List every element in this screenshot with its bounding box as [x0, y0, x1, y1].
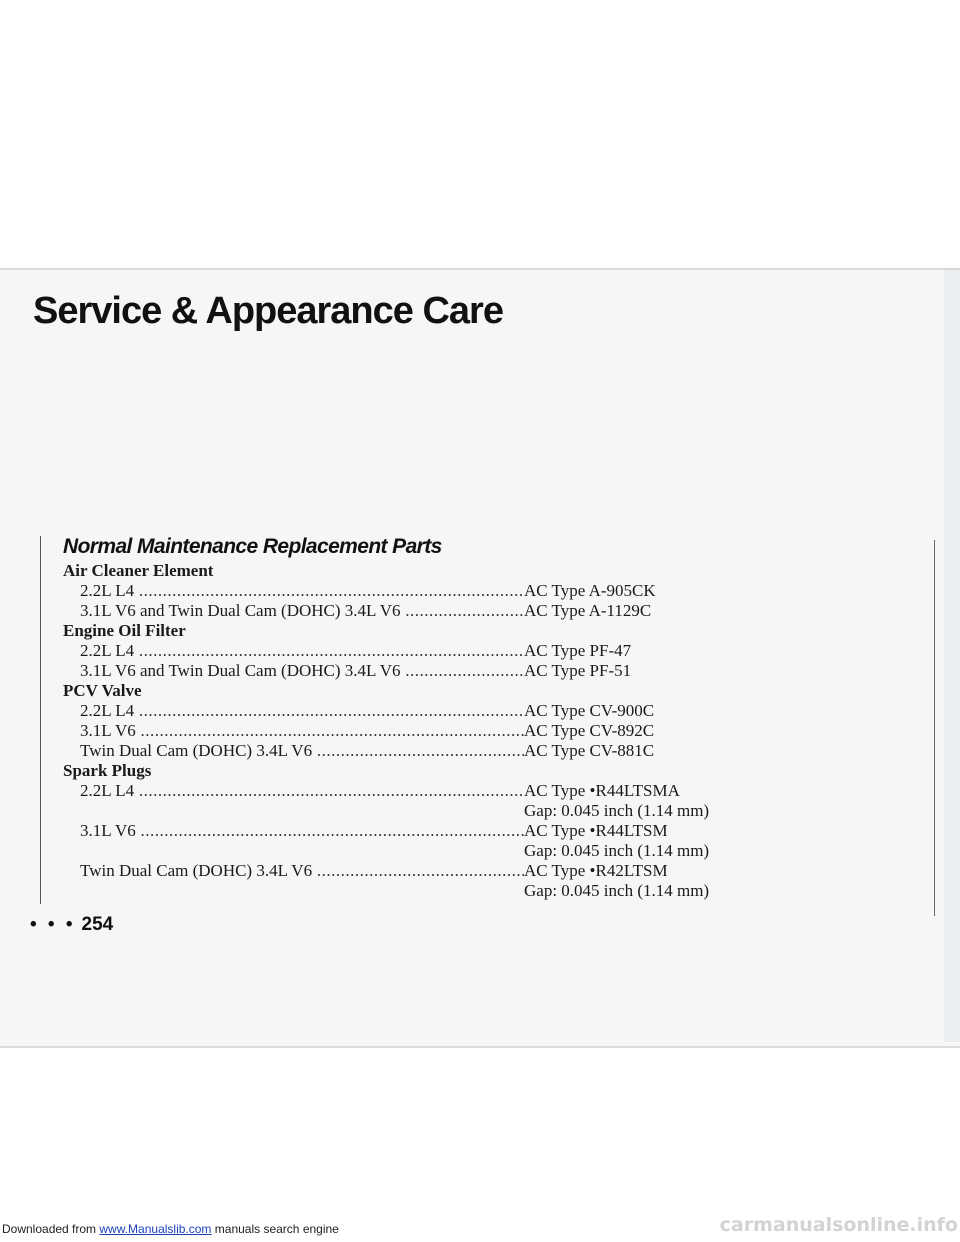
spark-gap: Gap: 0.045 inch (1.14 mm) [524, 801, 710, 820]
site-watermark: carmanualsonline.info [719, 1214, 958, 1236]
part-number: AC Type •R44LTSM [524, 821, 668, 840]
part-row [63, 661, 863, 681]
part-number: AC Type PF-47 [524, 641, 632, 660]
manualslib-link[interactable]: www.Manualslib.com [99, 1222, 212, 1236]
engine-label: 2.2L L4 ..... [63, 781, 524, 801]
part-row [63, 641, 863, 661]
page-number-value: 254 [81, 914, 114, 935]
parts-group-oil-filter [63, 621, 863, 681]
page-edge-strip [944, 270, 960, 1042]
part-number: AC Type CV-900C [524, 701, 655, 720]
part-row [63, 781, 863, 801]
left-margin-rule [40, 536, 41, 904]
engine-label: 2.2L L4 ..... [63, 701, 524, 721]
section-title: Service & Appearance Care [33, 290, 503, 332]
part-number: AC Type •R44LTSMA [524, 781, 680, 800]
parts-group-pcv-valve [63, 681, 863, 761]
part-number: AC Type PF-51 [524, 661, 632, 680]
page-number-dots: • • • [30, 914, 76, 935]
part-number: AC Type CV-892C [524, 721, 655, 740]
group-heading: Engine Oil Filter [63, 621, 186, 640]
parts-table [63, 561, 863, 901]
engine-label: Twin Dual Cam (DOHC) 3.4L V6 ..... [63, 741, 524, 761]
part-number: AC Type A-1129C [524, 601, 652, 620]
parts-group-spark-plugs [63, 761, 863, 901]
group-heading: Spark Plugs [63, 761, 152, 780]
part-number: AC Type CV-881C [524, 741, 655, 760]
engine-label: 3.1L V6 and Twin Dual Cam (DOHC) 3.4L V6 ..... [63, 601, 524, 621]
part-row [63, 581, 863, 601]
engine-label: Twin Dual Cam (DOHC) 3.4L V6 ..... [63, 861, 524, 881]
engine-label: 3.1L V6 ..... [63, 721, 524, 741]
part-row [63, 701, 863, 721]
part-number: AC Type A-905CK [524, 581, 656, 600]
gap-row [63, 801, 863, 821]
right-margin-rule [934, 540, 935, 916]
spark-gap: Gap: 0.045 inch (1.14 mm) [524, 881, 710, 900]
part-row [63, 741, 863, 761]
gap-row [63, 841, 863, 861]
parts-table-title: Normal Maintenance Replacement Parts [63, 535, 442, 558]
engine-label: 3.1L V6 and Twin Dual Cam (DOHC) 3.4L V6 ..... [63, 661, 524, 681]
engine-label: 3.1L V6 ..... [63, 821, 524, 841]
download-notice: Downloaded from www.Manualslib.com manuals search engine [2, 1222, 339, 1236]
part-number: AC Type •R42LTSM [524, 861, 668, 880]
part-row [63, 601, 863, 621]
parts-group-air-cleaner [63, 561, 863, 621]
part-row [63, 861, 863, 881]
group-heading: Air Cleaner Element [63, 561, 214, 580]
page-number [30, 914, 113, 936]
group-heading: PCV Valve [63, 681, 142, 700]
part-row [63, 821, 863, 841]
engine-label: 2.2L L4 ..... [63, 641, 524, 661]
engine-label: 2.2L L4 ..... [63, 581, 524, 601]
part-row [63, 721, 863, 741]
spark-gap: Gap: 0.045 inch (1.14 mm) [524, 841, 710, 860]
gap-row [63, 881, 863, 901]
